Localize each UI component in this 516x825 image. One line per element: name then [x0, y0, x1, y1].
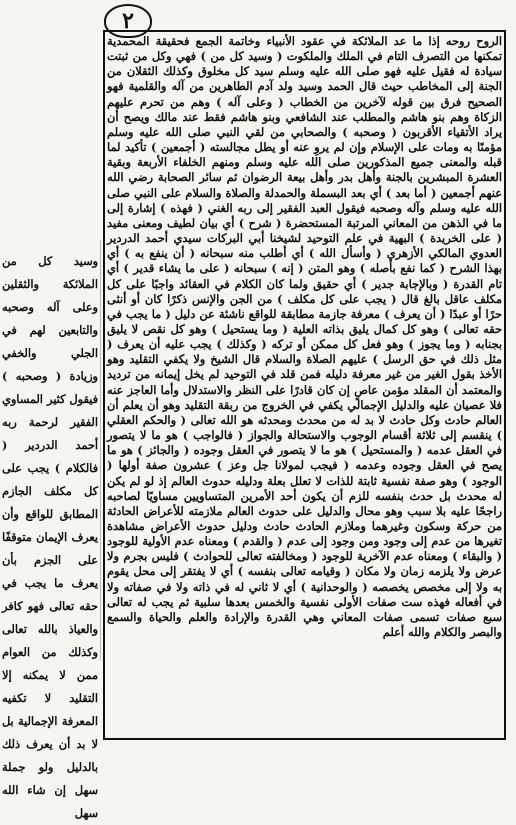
margin-rule	[100, 240, 101, 660]
main-text-paragraph: الروح روحه إذا ما عد الملائكة في عقود الأنبياء وخاتمة الجمع فحقيقة المحمدية تمكنها من التصرف التام في الملك والملكوت ( وسيد كل من ) فهي وكل من ثبتت سيادة له فقيل عليه فهو صلى الله عليه وسلم سيد كل مخلوق وكذلك الثقلان من الجنة إلى المخاطب حيث قال الحمد وسيد ولد آدم الطاهرين من آله والقلمية فهو الصحيح فرق بين قوله لآخرين من الخطاب ( وعلى آله ) وهم من تحرم عليهم الزكاة وهم بنو هاشم والمطلب عند الشافعي وبنو هاشم فقط عند مالك ويصح أن يراد الأتقياء الأقربون ( وصحبه ) والصحابي من لقي النبي صلى الله عليه وسلم مؤمنًا به ومات على الإسلام وإن لم يروِ عنه أو يطل مجالسته ( أجمعين ) تأكيد لما قبله والمعنى جميع المذكورين صلى الله عليه وسلم ومنهم الخلفاء الأربعة وبقية العشرة المبشرين بالجنة وأهل بدر وأهل بيعة الرضوان ثم سائر الصحابة رضي الله عنهم أجمعين ( أما بعد ) أي بعد البسملة والحمدلة والصلاة والسلام على النبي صلى الله عليه وسلم وآله وصحبه فيقول العبد الفقير إلى ربه الغني ( فهذه ) إشارة إلى ما في الذهن من المعاني المرتبة المستحضرة ( شرح ) أي بيان لطيف ومعنى مفيد ( على الخريدة ) البهية في علم التوحيد لشيخنا أبي البركات سيدي أحمد الدردير العدوي المالكي الأزهري ( وأسأل الله ) أي أطلب منه سبحانه ( أن ينفع به ) أي بهذا الشرح ( كما نفع بأصله ) وهو المتن ( إنه ) سبحانه ( على ما يشاء قدير ) أي تام القدرة ( وبالإجابة جدير ) أي حقيق ولما كان الكلام في العقائد واجبًا على كل مكلف عاقل بالغ قال ( يجب على كل مكلف ) من الجن والإنس ذكرًا كان أو أنثى حرًا أو عبدًا ( أن يعرف ) معرفة جازمة مطابقة للواقع ناشئة عن دليل ( ما يجب في حقه تعالى ) وهو كل كمال يليق بذاته العلية ( وما يستحيل ) وهو كل نقص لا يليق بجنابه ( وما يجوز ) وهو فعل كل ممكن أو تركه ( وكذلك ) يجب عليه أن يعرف ( مثل ذلك في حق الرسل ) عليهم الصلاة والسلام قال الشيخ ولا يكفي التقليد وهو الأخذ بقول الغير من غير معرفة دليله فمن قلد في التوحيد لم يخل إيمانه من ترديد والمعتمد أن المقلد مؤمن عاصٍ إن كان قادرًا على النظر والاستدلال وأما العاجز عنه فلا عصيان عليه والدليل الإجمالي يكفي في الخروج من ربقة التقليد وهو أن يعلم أن العالم حادث وكل حادث لا بد له من محدث ومحدثه هو الله تعالى ( والحكم العقلي ) ينقسم إلى ثلاثة أقسام الوجوب والاستحالة والجواز ( فالواجب ) هو ما لا يتصور في العقل عدمه ( والمستحيل ) هو ما لا يتصور في العقل وجوده ( والجائز ) هو ما يصح في العقل وجوده وعدمه ( فيجب لمولانا جل وعز ) عشرون صفة أولها ( الوجود ) وهو صفة نفسية ثابتة للذات لا تعلل بعلة ودليله حدوث العالم إذ لو لم يكن له محدث بل حدث بنفسه للزم أن يكون أحد الأمرين المتساويين مساويًا لصاحبه راجحًا عليه بلا سبب وهو محال والدليل على حدوث العالم ملازمته للأعراض الحادثة من حركة وسكون وغيرهما وملازم الحادث حادث ودليل حدوث الأعراض مشاهدة تغيرها من عدم إلى وجود ومن وجود إلى عدم ( والقدم ) ومعناه عدم الأولية للوجود ( والبقاء ) ومعناه عدم الآخرية للوجود ( ومخالفته تعالى للحوادث ) فليس بجرم ولا عرض ولا يلزمه زمان ولا مكان ( وقيامه تعالى بنفسه ) أي لا يفتقر إلى محل يقوم به ولا إلى مخصص يخصصه ( والوحدانية ) أي لا ثاني له في ذاته ولا في صفاته ولا في أفعاله فهذه ست صفات الأولى نفسية والخمس بعدها سلبية ثم يجب له تعالى سبع صفات تسمى صفات المعاني وهي القدرة والإرادة والعلم والحياة والسمع والبصر والكلام والله أعلم	[107, 34, 502, 640]
margin-note-block	[2, 250, 98, 820]
main-text-block	[107, 34, 502, 736]
page-number: ٢	[104, 4, 152, 38]
margin-note-paragraph: وسيد كل من الملائكة والثقلين وعلى آله وصحبه والتابعين لهم في الجلي والخفي وزيادة ( وصحبه ) فيقول كثير المساوي الفقير لرحمة ربه أحمد الدردير ( فالكلام ) يجب على كل مكلف الجازم المطابق للواقع وأن يعرف الإيمان متوقفًا على الجزم بأن يعرف ما يجب في حقه تعالى فهو كافر والعياذ بالله تعالى وكذلك من العوام ممن لا يمكنه إلا التقليد لا تكفيه المعرفة الإجمالية بل لا بد أن يعرف ذلك بالدليل ولو جملة سهل إن شاء الله سهل	[2, 254, 98, 820]
